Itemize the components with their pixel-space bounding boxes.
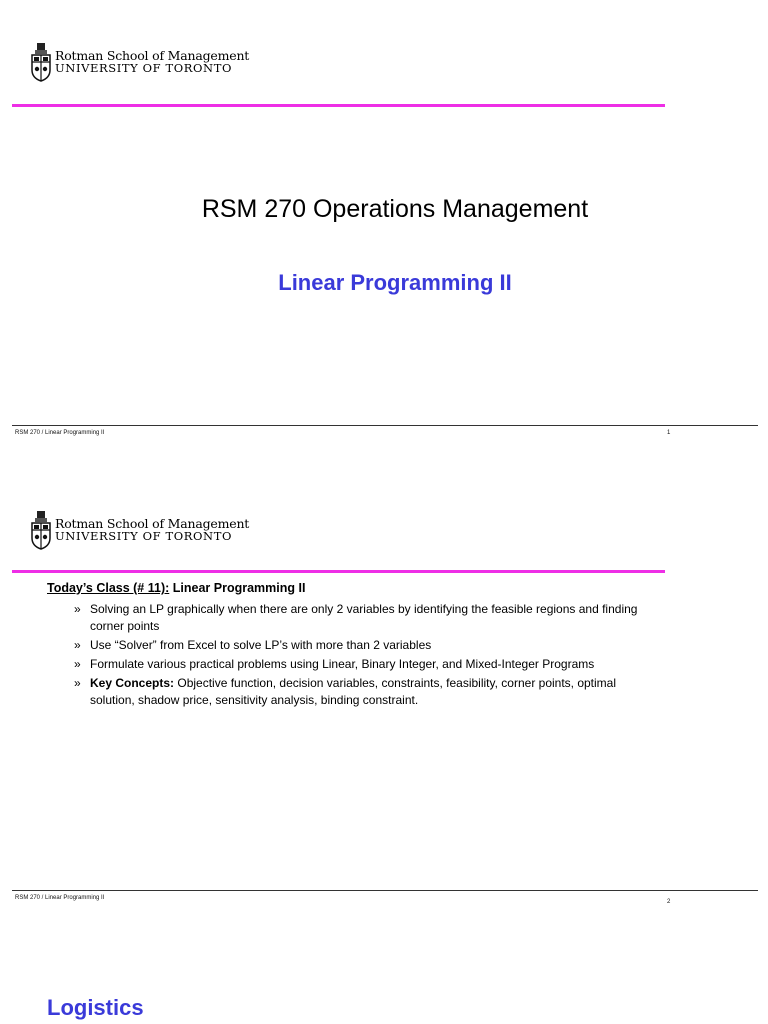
footer-course-label: RSM 270 / Linear Programming II bbox=[15, 430, 105, 436]
key-concepts-label: Key Concepts: bbox=[90, 676, 175, 690]
slide-subtitle: Linear Programming II bbox=[278, 270, 512, 295]
logo-line-2: UNIVERSITY OF TORONTO bbox=[55, 529, 233, 543]
heading-rest: Linear Programming II bbox=[169, 581, 306, 595]
list-item: » Use “Solver” from Excel to solve LP’s with more than 2 variables bbox=[74, 638, 432, 652]
rotman-logo bbox=[30, 510, 249, 550]
list-item-key-concepts: » Key Concepts: Objective function, decision variables, constraints, feasibility, corner points, optimal solution, shadow price, sensitivity analysis, binding constraint. bbox=[74, 676, 617, 707]
slide-3-title: Logistics bbox=[47, 995, 144, 1020]
logo-line-1: Rotman School of Management bbox=[55, 48, 250, 63]
header-divider bbox=[12, 570, 665, 573]
heading-underlined: Today’s Class (# 11): bbox=[47, 581, 170, 595]
footer-divider bbox=[12, 890, 758, 891]
key-concepts-text: Objective function, decision variables, constraints, feasibility, corner points, optimal solution, shadow price, sensitivity analysis, binding constraint. bbox=[90, 676, 617, 707]
bullet-list bbox=[74, 601, 664, 711]
logo-line-1: Rotman School of Management bbox=[55, 516, 250, 531]
page-number: 1 bbox=[667, 430, 671, 436]
section-heading bbox=[47, 581, 305, 595]
crest-icon bbox=[30, 510, 52, 550]
logo-line-2: UNIVERSITY OF TORONTO bbox=[55, 61, 233, 75]
list-item: » Solving an LP graphically when there are only 2 variables by identifying the feasible regions and finding corner points bbox=[74, 602, 638, 633]
footer-course-label: RSM 270 / Linear Programming II bbox=[15, 895, 105, 901]
page-number: 2 bbox=[667, 899, 671, 905]
slide-title: RSM 270 Operations Management bbox=[201, 195, 589, 223]
list-item: » Formulate various practical problems using Linear, Binary Integer, and Mixed-Integer Programs bbox=[74, 657, 595, 671]
